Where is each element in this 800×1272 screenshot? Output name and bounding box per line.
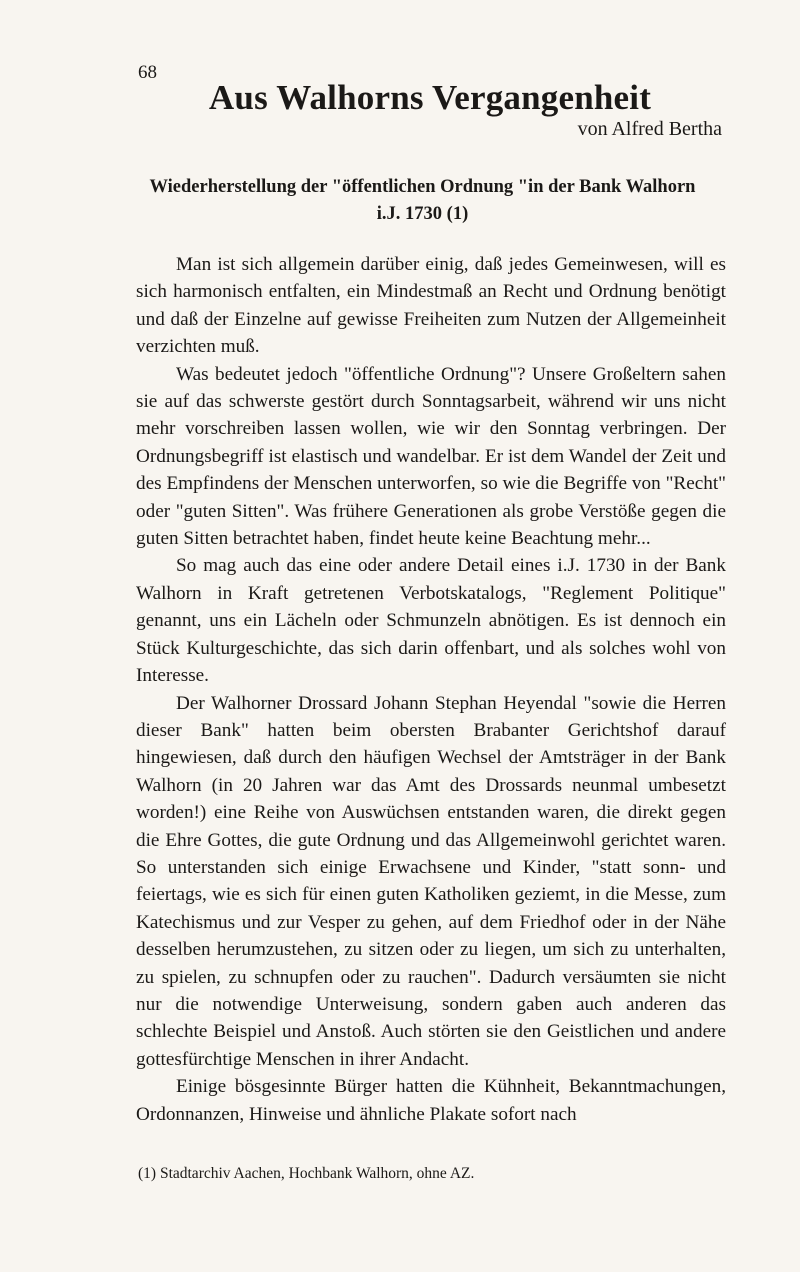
footnote: (1) Stadtarchiv Aachen, Hochbank Walhorn, ohne AZ.	[138, 1165, 475, 1182]
paragraph: So mag auch das eine oder andere Detail eines i.J. 1730 in der Bank Walhorn in Kraft getretenen Verbotskatalogs, "Reglement Politique" genannt, uns ein Lächeln oder Schmunzeln abnötigen. Es ist dennoch ein Stück Kulturgeschichte, das sich darin offenbart, und als solches wohl von Interesse.	[136, 555, 726, 687]
page-number: 68	[138, 62, 157, 83]
author-line: von Alfred Bertha	[577, 118, 722, 140]
paragraph: Man ist sich allgemein darüber einig, daß jedes Gemeinwesen, will es sich harmonisch entfalten, ein Mindestmaß an Recht und Ordnung benötigt und daß der Einzelne auf gewisse Freiheiten zum Nutzen der Allgemeinheit verzichten muß.	[136, 254, 726, 358]
section-heading: Wiederherstellung der "öffentlichen Ordnung "in der Bank Walhorn i.J. 1730 (1)	[149, 177, 696, 224]
article-title: Aus Walhorns Vergangenheit	[208, 78, 652, 117]
paragraph: Der Walhorner Drossard Johann Stephan Heyendal "sowie die Herren dieser Bank" hatten beim obersten Brabanter Gerichtshof darauf hingewiesen, daß durch den häufigen Wechsel der Amtsträger in der Bank Walhorn (in 20 Jahren war das Amt des Drossards neunmal umbesetzt worden!) eine Reihe von Auswüchsen entstanden waren, die direkt gegen die Ehre Gottes, die gute Ordnung und das Allgemeinwohl gerichtet waren. So unterstanden sich einige Erwachsene und Kinder, "statt sonn- und feiertags, wie es sich für einen guten Katholiken geziemt, in die Messe, zum Katechismus und zur Vesper zu gehen, auf dem Friedhof oder in der Nähe desselben herumzustehen, zu sitzen oder zu liegen, um sich zu unterhalten, zu spielen, zu schnupfen oder zu rauchen". Dadurch versäumten sie nicht nur die notwendige Unterweisung, sondern gaben auch anderen das schlechte Beispiel und Anstoß. Auch störten sie den Geistlichen und andere gottesfürchtige Menschen in ihrer Andacht.	[136, 692, 726, 1070]
paragraph: Was bedeutet jedoch "öffentliche Ordnung"? Unsere Großeltern sahen sie auf das schwerste gestört durch Sonntagsarbeit, während wir uns nicht mehr vorschreiben lassen wollen, wie wir den Sonntag verbringen. Der Ordnungsbegriff ist elastisch und wandelbar. Er ist dem Wandel der Zeit und des Empfindens der Menschen unterworfen, so wie die Begriffe von "Recht" oder "guten Sitten". Was frühere Generationen als grobe Verstöße gegen die guten Sitten betrachtet haben, findet heute keine Beachtung mehr...	[136, 363, 726, 550]
article-body	[136, 251, 726, 1128]
paragraph: Einige bösgesinnte Bürger hatten die Kühnheit, Bekanntmachungen, Ordonnanzen, Hinweise und ähnliche Plakate sofort nach	[136, 1076, 726, 1125]
